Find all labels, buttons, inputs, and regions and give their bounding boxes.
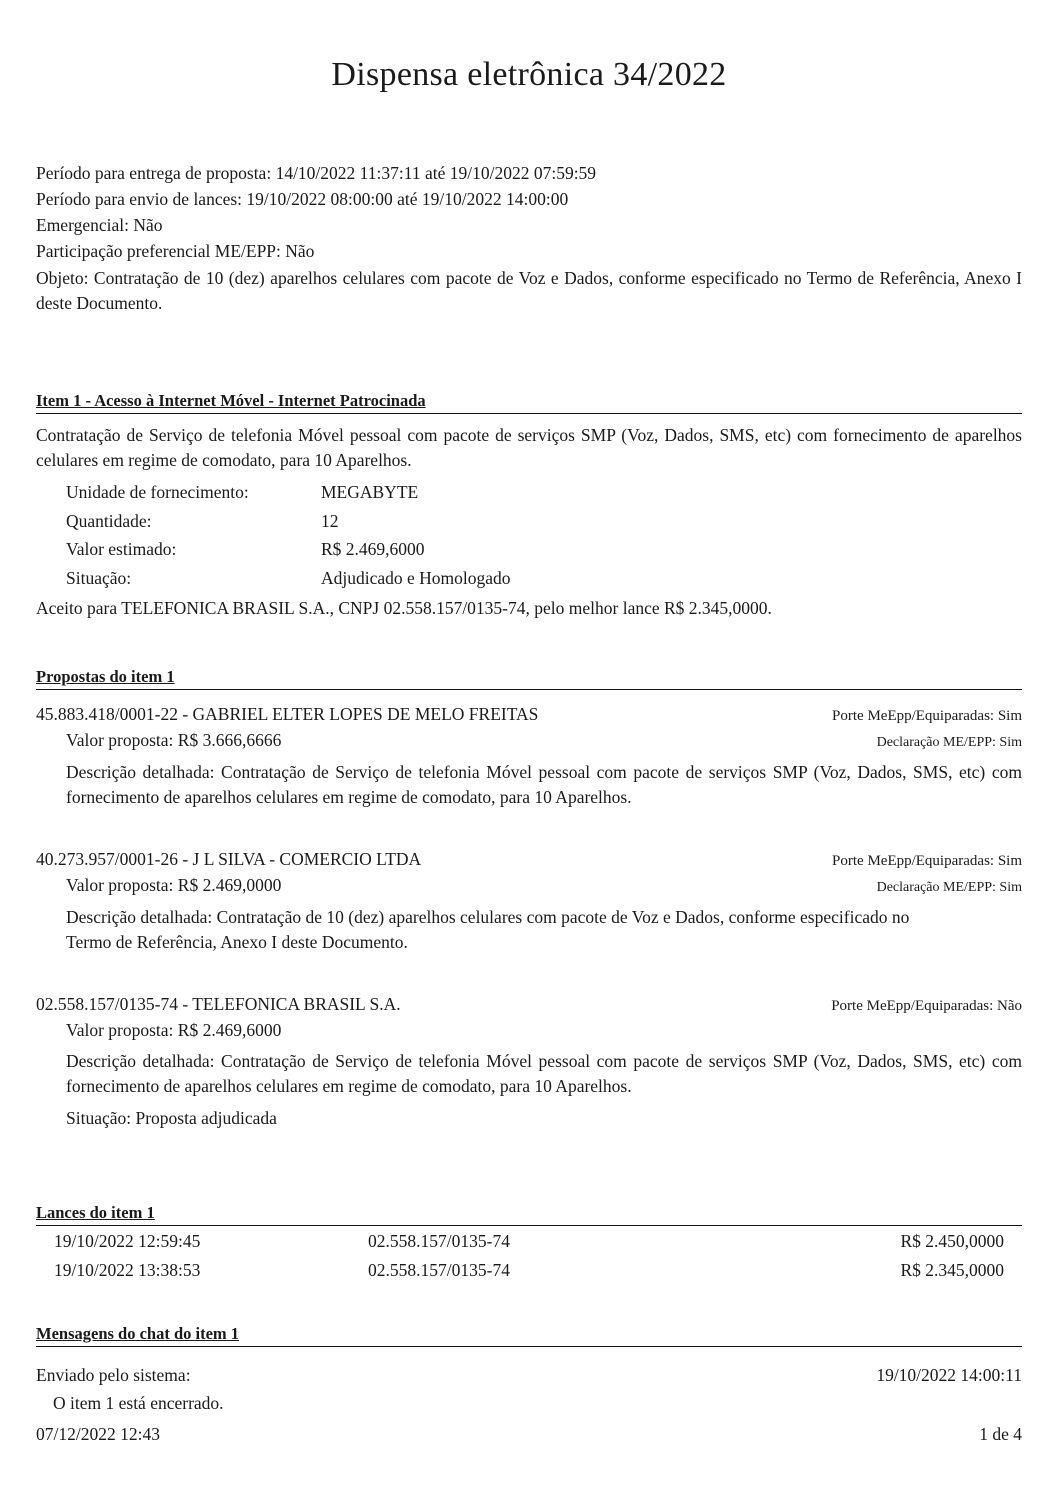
chat-sender: Enviado pelo sistema: — [36, 1365, 191, 1385]
chat-section — [36, 1364, 1022, 1415]
proposal-value: Valor proposta: R$ 2.469,0000 — [66, 874, 282, 895]
proposal-bidder: 45.883.418/0001-22 - GABRIEL ELTER LOPES DE MELO FREITAS — [36, 704, 539, 724]
print-timestamp: 07/12/2022 12:43 — [36, 1424, 160, 1444]
field-value: Adjudicado e Homologado — [321, 567, 511, 588]
field-label: Quantidade: — [66, 510, 152, 531]
field-estimated-value — [66, 536, 1022, 565]
preferential-flag: Participação preferencial ME/EPP: Não — [36, 241, 315, 261]
bids-table — [36, 1227, 1022, 1285]
proposal-declaration: Declaração ME/EPP: Sim — [876, 734, 1022, 750]
field-label: Valor estimado: — [66, 539, 177, 560]
object-description: Objeto: Contratação de 10 (dez) aparelhos celulares com pacote de Voz e Dados, conforme especificado no Termo de Referência, Anexo I deste Documento. — [36, 268, 1022, 313]
field-label: Unidade de fornecimento: — [66, 482, 249, 503]
bid-cnpj: 02.558.157/0135-74 — [368, 1259, 510, 1280]
proposal-card — [36, 848, 1022, 955]
item-fields — [36, 479, 1022, 593]
proposal-period: Período para entrega de proposta: 14/10/2022 11:37:11 até 19/10/2022 07:59:59 — [36, 163, 597, 183]
proposal-value: Valor proposta: R$ 2.469,6000 — [66, 1019, 282, 1040]
proposal-porte: Porte MeEpp/Equiparadas: Sim — [832, 853, 1022, 869]
proposal-card — [36, 993, 1022, 1131]
accepted-bid-note: Aceito para TELEFONICA BRASIL S.A., CNPJ 02.558.157/0135-74, pelo melhor lance R$ 2.345,0000. — [36, 598, 772, 618]
field-value: R$ 2.469,6000 — [321, 539, 425, 560]
proposal-description: Descrição detalhada: Contratação de Serviço de telefonia Móvel pessoal com pacote de serviços SMP (Voz, Dados, SMS, etc) com fornecimento de aparelhos celulares em regime de comodato, para 10 Aparelhos. — [66, 761, 1022, 807]
emergency-flag: Emergencial: Não — [36, 215, 163, 235]
bid-value: R$ 2.345,0000 — [900, 1259, 1004, 1280]
field-quantity — [66, 508, 1022, 537]
header-info — [36, 162, 1022, 316]
bid-row — [36, 1256, 1022, 1285]
bid-datetime: 19/10/2022 12:59:45 — [54, 1230, 201, 1251]
bid-row — [36, 1227, 1022, 1256]
proposal-porte: Porte MeEpp/Equiparadas: Não — [831, 998, 1022, 1014]
proposal-porte: Porte MeEpp/Equiparadas: Sim — [832, 708, 1022, 724]
proposal-value: Valor proposta: R$ 3.666,6666 — [66, 729, 282, 750]
field-status — [66, 565, 1022, 594]
proposal-status: Situação: Proposta adjudicada — [66, 1108, 277, 1129]
proposal-declaration: Declaração ME/EPP: Sim — [876, 879, 1022, 895]
bid-cnpj: 02.558.157/0135-74 — [368, 1230, 510, 1251]
proposal-description: Descrição detalhada: Contratação de Serviço de telefonia Móvel pessoal com pacote de serviços SMP (Voz, Dados, SMS, etc) com fornecimento de aparelhos celulares em regime de comodato, para 10 Aparelhos. — [66, 1051, 1022, 1097]
item-description: Contratação de Serviço de telefonia Móvel pessoal com pacote de serviços SMP (Voz, Dados, SMS, etc) com fornecimento de aparelhos celulares em regime de comodato, para 10 Aparelhos. — [36, 425, 1022, 470]
field-value: MEGABYTE — [321, 482, 419, 503]
bids-heading: Lances do item 1 — [36, 1202, 1022, 1226]
proposal-card — [36, 703, 1022, 810]
proposal-bidder: 40.273.957/0001-26 - J L SILVA - COMERCIO LTDA — [36, 849, 422, 869]
bid-period: Período para envio de lances: 19/10/2022 08:00:00 até 19/10/2022 14:00:00 — [36, 189, 569, 209]
bid-datetime: 19/10/2022 13:38:53 — [54, 1259, 201, 1280]
proposal-bidder: 02.558.157/0135-74 - TELEFONICA BRASIL S.A. — [36, 994, 401, 1014]
field-unit — [66, 479, 1022, 508]
page-number: 1 de 4 — [979, 1424, 1022, 1444]
proposal-description: Descrição detalhada: Contratação de 10 (dez) aparelhos celulares com pacote de Voz e Dados, conforme especificado no Termo de Referência, Anexo I deste Documento. — [66, 906, 910, 952]
field-label: Situação: — [66, 567, 132, 588]
page-footer — [36, 1423, 1022, 1447]
proposals-heading: Propostas do item 1 — [36, 666, 1022, 690]
bid-value: R$ 2.450,0000 — [900, 1230, 1004, 1251]
chat-timestamp: 19/10/2022 14:00:11 — [876, 1365, 1022, 1385]
document-title: Dispensa eletrônica 34/2022 — [331, 56, 727, 93]
item-heading: Item 1 - Acesso à Internet Móvel - Internet Patrocinada — [36, 390, 1022, 414]
item-section — [36, 423, 1022, 621]
chat-heading: Mensagens do chat do item 1 — [36, 1323, 1022, 1347]
field-value: 12 — [321, 510, 339, 531]
chat-message: O item 1 está encerrado. — [53, 1392, 224, 1413]
